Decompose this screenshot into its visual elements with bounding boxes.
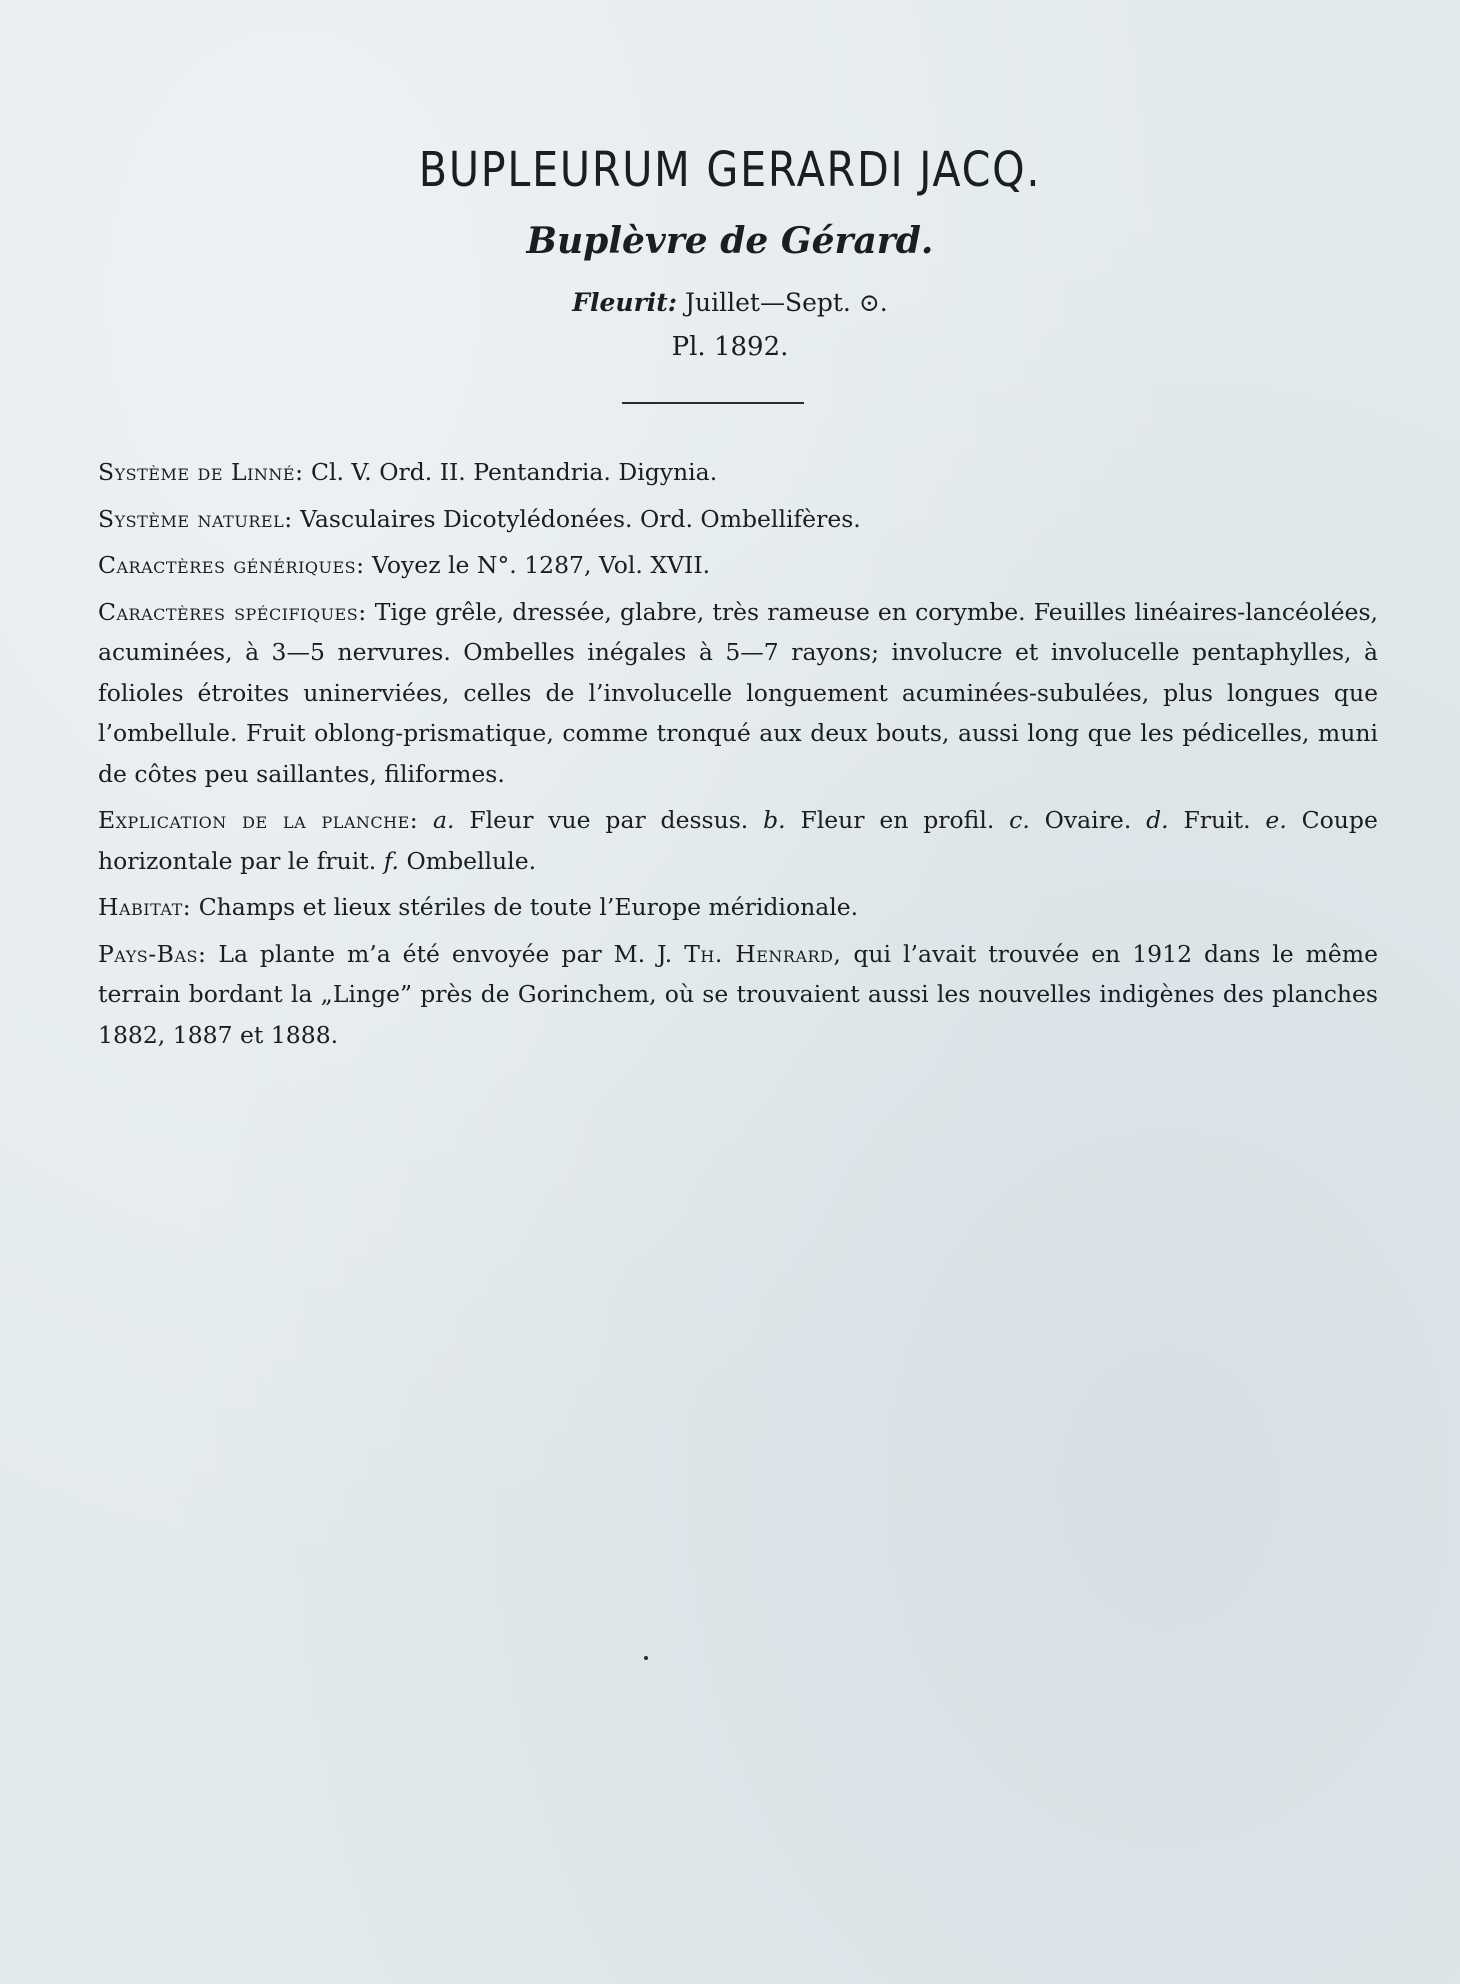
section-label: Caractères génériques: <box>98 551 365 579</box>
plate-key-e-text: Coupe horizontale par le fruit. <box>98 806 1378 875</box>
section-text-before: La plante m’a été envoyée par M. J. <box>218 939 673 968</box>
plate-key-a-text: Fleur vue par dessus. <box>469 806 749 834</box>
plate-key-f: f. <box>383 846 400 875</box>
plate-key-e: e. <box>1265 806 1287 834</box>
section-text: Champs et lieux stériles de toute l’Europe méridionale. <box>198 893 859 921</box>
section-explication <box>98 800 1378 881</box>
section-naturel <box>98 499 1378 540</box>
flowering-line <box>0 286 1460 320</box>
section-generiques <box>98 545 1378 586</box>
plate-key-d-text: Fruit. <box>1183 806 1251 834</box>
plate-key-b: b. <box>763 806 786 834</box>
section-label: Habitat: <box>98 893 192 921</box>
section-text: Tige grêle, dressée, glabre, très rameuse en corymbe. Feuilles linéaires-lancéolées, acuminées, à 3—5 nervures. Ombelles inégales à 5—7 rayons; involucre et involucelle pentaphylles, à folioles étroites uninerviées, celles de l’involucelle longuement acuminées-subulées, plus longues que l’ombellule. Fruit oblong-prismatique, comme tronqué aux deux bouts, aussi long que les pédicelles, muni de côtes peu saillantes, filiformes. <box>98 597 1378 788</box>
plate-key-c: c. <box>1009 806 1030 834</box>
section-label: Pays-Bas: <box>98 939 207 968</box>
description-body <box>98 452 1378 1061</box>
section-label: Explication de la planche: <box>98 806 419 834</box>
flowering-value: Juillet—Sept. ⊙. <box>685 288 888 317</box>
section-label: Caractères spécifiques: <box>98 597 367 626</box>
plate-key-a: a. <box>433 806 455 834</box>
plate-key-b-text: Fleur en profil. <box>800 806 995 834</box>
collector-name: Th. Henrard, <box>684 939 842 968</box>
flowering-label: Fleurit: <box>572 288 678 317</box>
section-text-after: qui l’avait trouvée en 1912 dans le même terrain bordant la „Linge” près de Gorinchem, où se trouvaient aussi les nouvelles indigènes des planches 1882, 1887 et 1888. <box>98 939 1378 1049</box>
plate-key-d: d. <box>1146 806 1169 834</box>
section-label: Système naturel: <box>98 504 293 533</box>
common-name: Buplèvre de Gérard. <box>526 220 934 262</box>
section-text: Cl. V. Ord. II. Pentandria. Digynia. <box>311 458 718 486</box>
divider <box>622 402 804 404</box>
section-text: Vasculaires Dicotylédonées. Ord. Ombellifères. <box>300 504 861 533</box>
section-specifiques <box>98 592 1378 795</box>
plate-key-c-text: Ovaire. <box>1044 806 1132 834</box>
section-paysbas <box>98 934 1378 1056</box>
plate-key-f-text: Ombellule. <box>406 846 537 875</box>
print-mark <box>644 1656 648 1660</box>
section-linne <box>98 452 1378 493</box>
plate-number: Pl. 1892. <box>671 332 789 362</box>
section-habitat <box>98 887 1378 928</box>
section-text: Voyez le N°. 1287, Vol. XVII. <box>372 551 711 579</box>
section-label: Système de Linné: <box>98 458 304 486</box>
page-title: BUPLEURUM GERARDI JACQ. <box>418 142 1042 198</box>
